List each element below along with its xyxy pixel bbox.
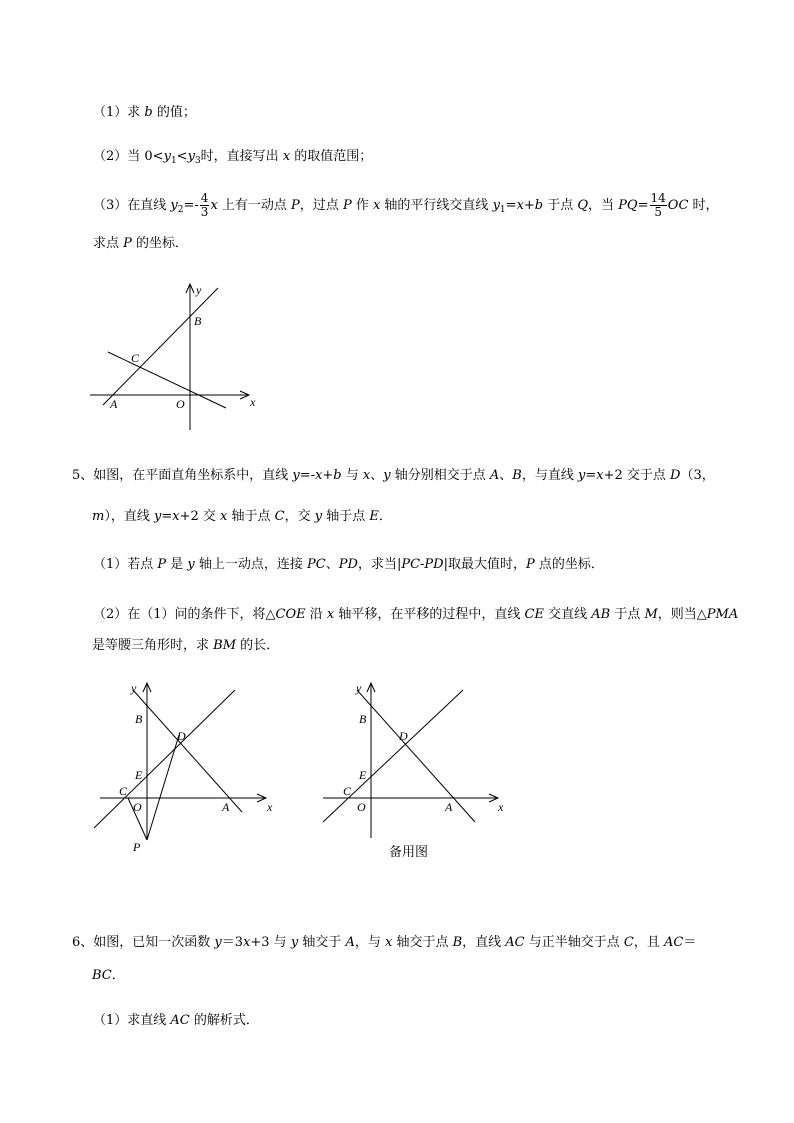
q5f2-label-x: x <box>498 800 504 814</box>
q5-figure-2-caption: 备用图 <box>389 845 429 860</box>
q4-label-x: x <box>250 395 256 409</box>
q4-label-B: B <box>194 314 202 328</box>
q5f1-segment-PD <box>147 735 179 840</box>
q5f1-label-B: B <box>135 712 143 726</box>
q4-line-OC <box>108 352 226 408</box>
q5-statement-line2: m），直线 y=x+2 交 x 轴于点 C，交 y 轴于点 E． <box>92 509 392 524</box>
q5f1-label-C: C <box>119 784 128 798</box>
q5f2-label-E: E <box>359 768 367 782</box>
q4-line-AB <box>103 288 218 405</box>
q5-figure-1 <box>94 683 266 840</box>
q6-statement-line2: BC． <box>92 968 125 983</box>
q5f2-label-y: y <box>356 681 362 695</box>
q4-y-arrow <box>186 284 194 293</box>
q4-part3-cont: 求点 P 的坐标． <box>93 236 189 251</box>
q5f2-label-O: O <box>357 800 366 814</box>
q5f2-label-D: D <box>399 729 408 743</box>
q5f2-label-A: A <box>445 800 453 814</box>
q5-part2-cont: 是等腰三角形时，求 BM 的长． <box>92 638 280 653</box>
q5-statement-line1: 5、如图，在平面直角坐标系中，直线 y=-x+b 与 x、y 轴分别相交于点 A、B，与直线 y=x+2 交于点 D（3， <box>72 468 715 483</box>
q5f2-y-arrow <box>367 683 375 692</box>
q5f1-label-P: P <box>133 840 141 854</box>
q4-part3: （3）在直线 $y_2=-$ $\frac{4}{3}$ x 上有一动点 P，过点 P 作 x 轴的平行线交直线 $y_1=x+b$ 于点 Q，当 PQ= $\frac{14}{5}$ OC 时， <box>93 191 719 219</box>
q4-label-A: A <box>110 397 118 411</box>
q6-statement-line1: 6、如图，已知一次函数 y＝3x+3 与 y 轴交于 A，与 x 轴交于点 B，直线 AC 与正半轴交于点 C，且 AC＝ <box>72 935 697 950</box>
q6-part1: （1）求直线 AC 的解析式． <box>93 1013 259 1028</box>
q5f2-line-AB <box>357 690 475 822</box>
q5f1-segment-PC <box>128 798 147 840</box>
q4-label-O: O <box>176 397 185 411</box>
fraction-14-5: $\frac{14}{5}$ <box>650 191 666 219</box>
q4-part1: （1）求 b 的值； <box>93 105 196 120</box>
q5f2-line-CD <box>323 690 463 822</box>
q5-figure-2 <box>323 683 498 838</box>
q5f1-label-A: A <box>222 800 230 814</box>
q5-part2: （2）在（1）问的条件下，将△COE 沿 x 轴平移，在平移的过程中，直线 CE 交直线 AB 于点 M，则当△PMA <box>93 607 739 622</box>
q5f1-label-O: O <box>133 800 142 814</box>
fraction-4-3: $\frac{4}{3}$ <box>200 191 209 219</box>
q5f1-line-CD <box>94 690 235 828</box>
q5f1-label-E: E <box>135 768 143 782</box>
q5-part1: （1）若点 P 是 y 轴上一动点，连接 PC、PD，求当|PC-PD|取最大值时，P 点的坐标． <box>93 557 604 572</box>
q5f1-y-arrow <box>143 683 151 692</box>
q4-x-arrow <box>240 391 249 399</box>
q5f2-label-B: B <box>359 712 367 726</box>
q5f1-label-D: D <box>177 729 186 743</box>
q5f1-label-y: y <box>131 681 137 695</box>
q4-label-y: y <box>196 283 202 297</box>
q5f1-line-AB <box>133 690 242 812</box>
q5f2-x-arrow <box>489 794 498 802</box>
q4-label-C: C <box>131 351 140 365</box>
q5f2-label-C: C <box>343 784 352 798</box>
q4-part2: （2）当 $0<y_1<y_3$时，直接写出 x 的取值范围； <box>93 149 373 166</box>
q5f1-label-x: x <box>267 800 273 814</box>
q5f1-x-arrow <box>257 794 266 802</box>
